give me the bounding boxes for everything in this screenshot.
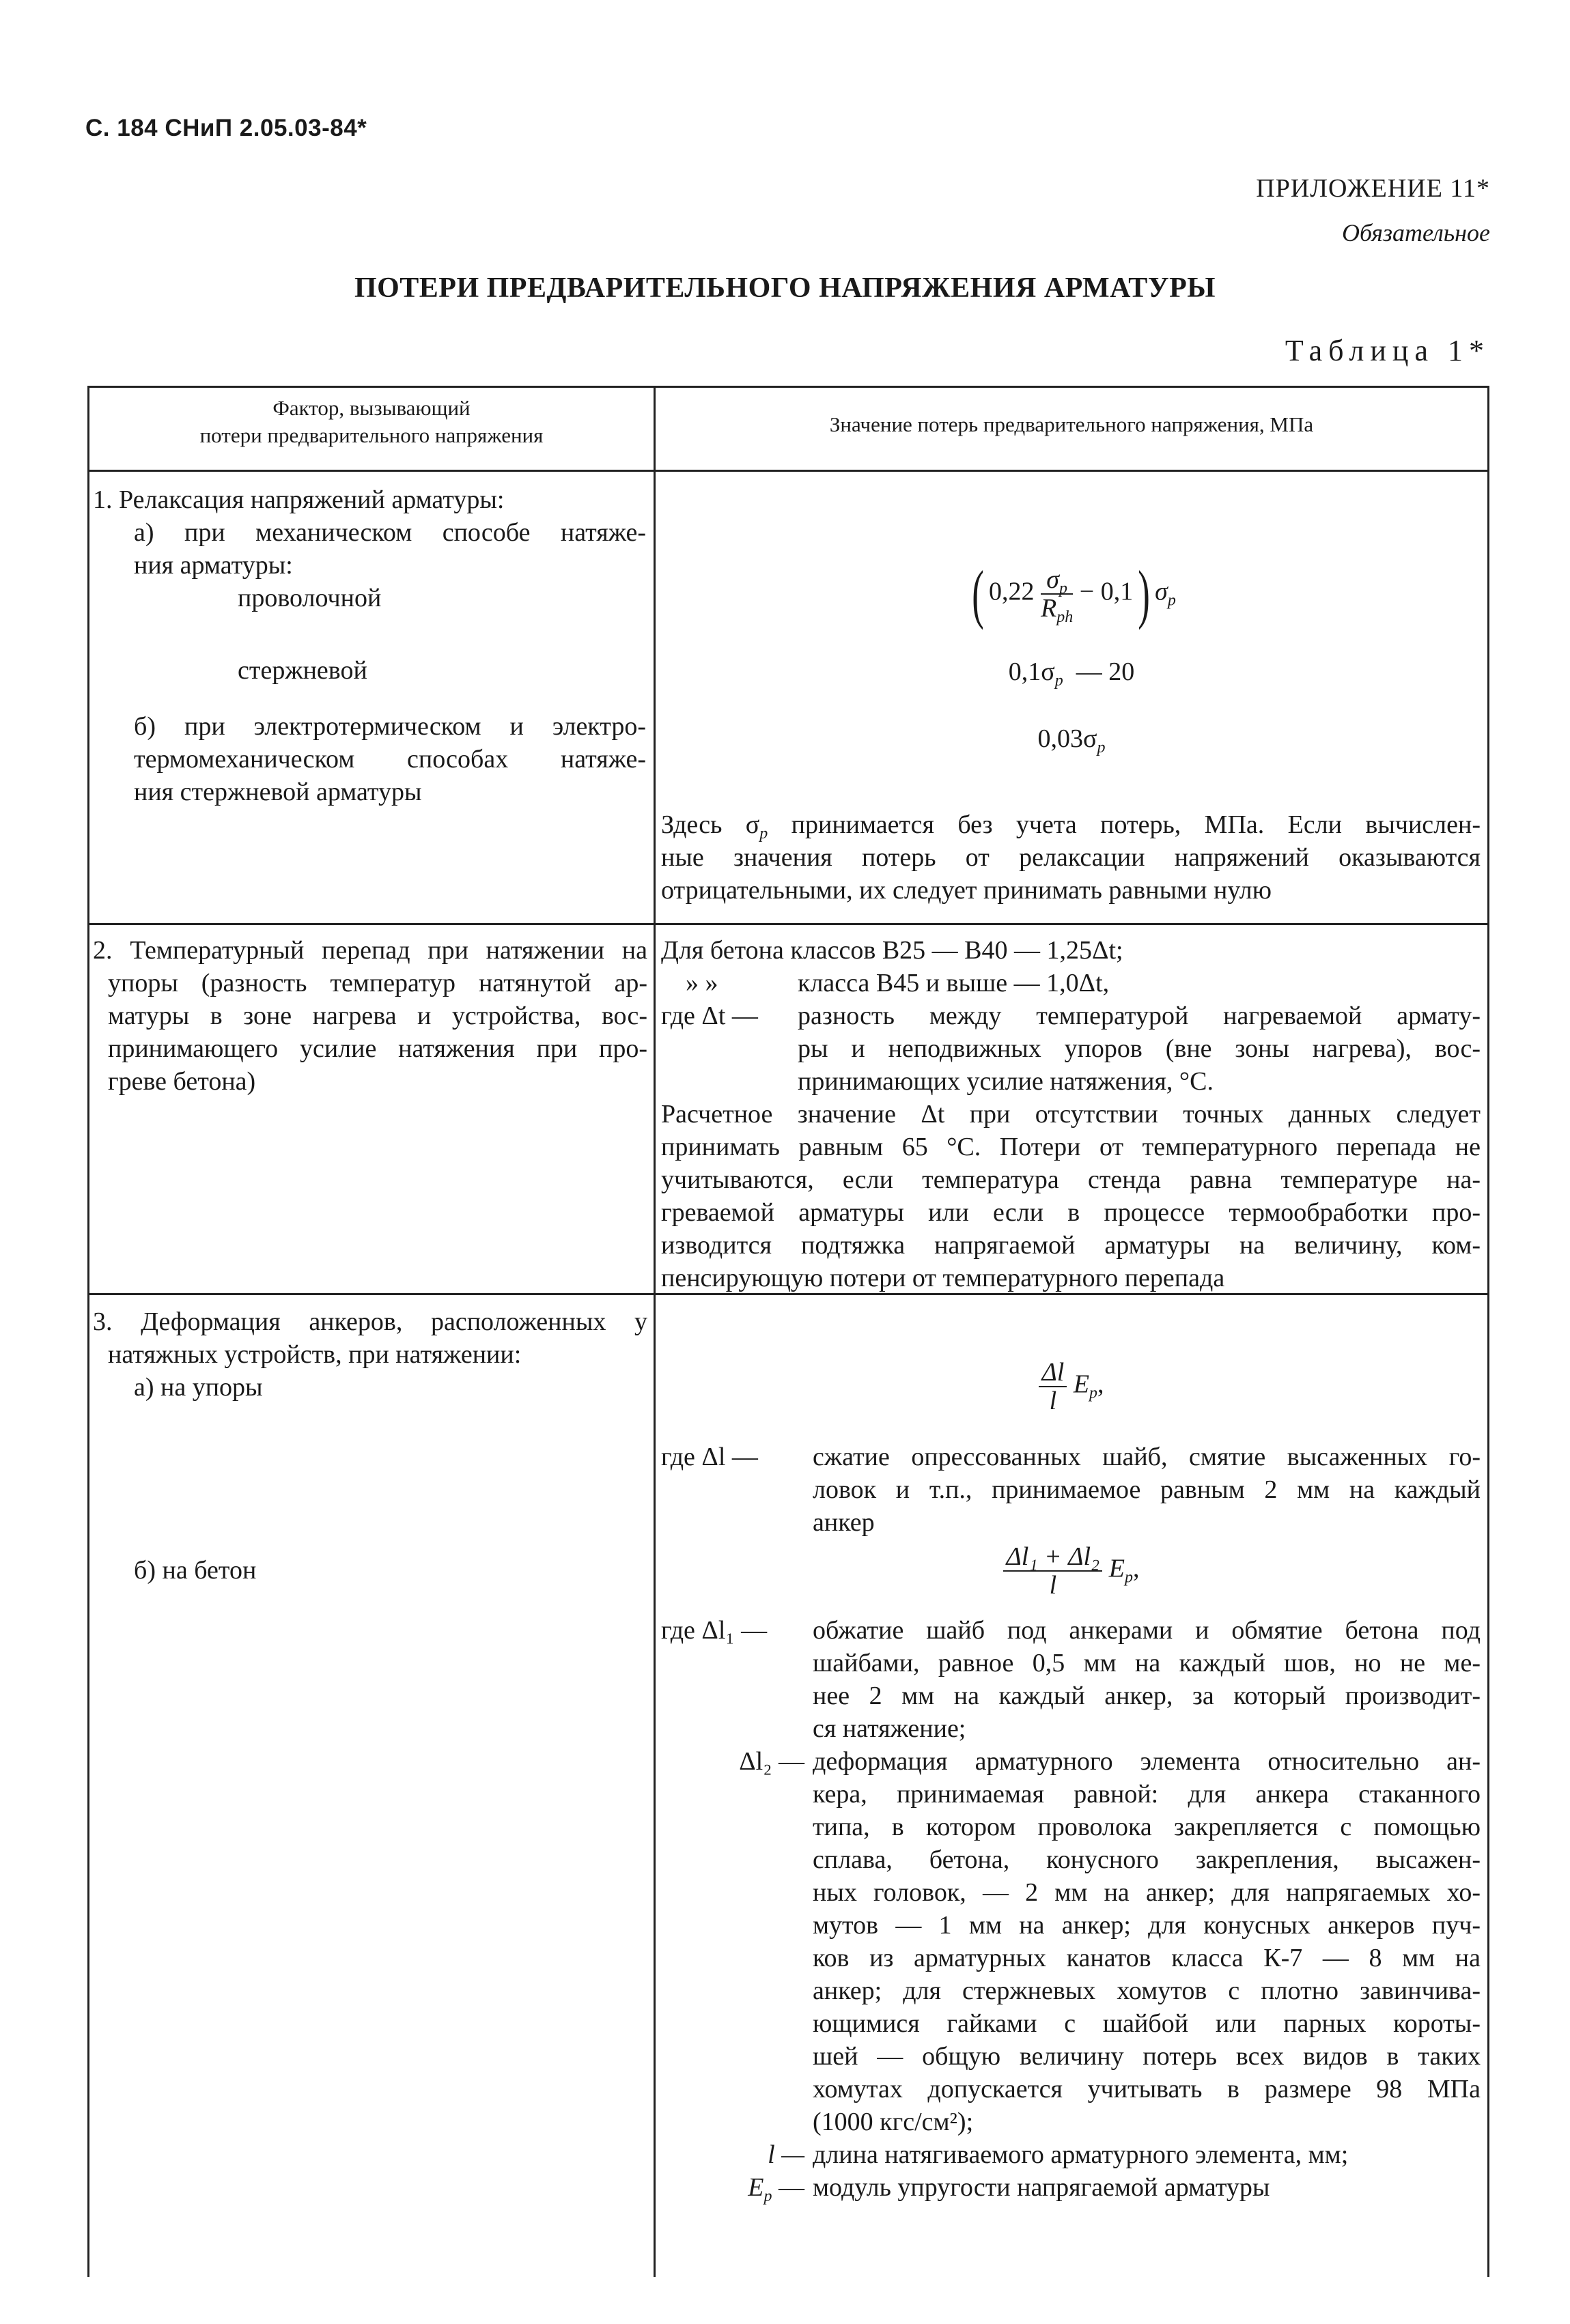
note-text: Здесь σ bbox=[661, 810, 760, 839]
formula-text: — 20 bbox=[1076, 657, 1135, 686]
table-border-top bbox=[87, 386, 1489, 388]
row3-def-line: типа, в котором проволока закрепляется с помощью bbox=[813, 1813, 1481, 1841]
column-header-factor bbox=[89, 395, 654, 449]
row3-formula-a: $\frac{\Delta l}{l}$ $E_p$, bbox=[656, 1359, 1487, 1415]
row3-def-b bbox=[661, 1614, 1481, 2204]
row3-def-a bbox=[661, 1441, 1481, 1539]
row3-def-line: нее 2 мм на каждый анкер, за который производит- bbox=[813, 1682, 1481, 1710]
column-header-factor-line: потери предварительного напряжения bbox=[199, 423, 544, 447]
fraction-numerator: Δl₁ + Δl₂ bbox=[1006, 1542, 1100, 1571]
formula-text: E bbox=[1108, 1554, 1125, 1583]
row1-factor-a: а) при механическом способе натяже- bbox=[134, 518, 646, 547]
row2-factor-line: упоры (разность температур натянутой ар- bbox=[108, 969, 647, 997]
row3-where bbox=[661, 2138, 813, 2171]
row3-factor bbox=[93, 1305, 647, 1404]
row1-formula-b: $0,03\sigma_p$ bbox=[1037, 724, 1106, 756]
formula-text: 0,1σ bbox=[1008, 657, 1055, 686]
row3-def-line: деформация арматурного элемента относительно ан- bbox=[813, 1747, 1481, 1776]
formula-coefficient: 0,22 bbox=[989, 577, 1035, 606]
table-header-divider bbox=[87, 470, 1489, 472]
row2-factor-line: принимающего усилие натяжения при про- bbox=[108, 1034, 647, 1063]
row2-def-line: разность между температурой нагреваемой армату- bbox=[798, 1002, 1481, 1030]
row2-para-line: греваемой арматуры или если в процессе термообработки про- bbox=[661, 1198, 1481, 1227]
row3-def-line: сжатие опрессованных шайб, смятие высаженных го- bbox=[813, 1443, 1481, 1471]
row3-def-line: модуль упругости напрягаемой арматуры bbox=[813, 2173, 1270, 2202]
appendix-label: ПРИЛОЖЕНИЕ 11* bbox=[1256, 174, 1490, 203]
fraction-denominator: l bbox=[1049, 1571, 1057, 1600]
note-text: ные значения потерь от релаксации напряжений оказываются bbox=[661, 843, 1481, 872]
note-text: принимается без учета потерь, МПа. Если вычислен- bbox=[768, 810, 1481, 839]
ditto-marks: » » bbox=[686, 969, 718, 997]
row1-factor-wire: проволочной bbox=[238, 584, 382, 612]
table-border-right bbox=[1487, 386, 1489, 2277]
formula-term: − 0,1 bbox=[1079, 577, 1134, 606]
row3-def-line: ющимися гайками с шайбой или парных короты- bbox=[813, 2009, 1481, 2038]
row3-def-line: шей — общую величину потерь всех видов в таких bbox=[813, 2042, 1481, 2071]
row3-def-line: шайбами, равное 0,5 мм на каждый шов, но не ме- bbox=[813, 1649, 1481, 1677]
row3-def-line: ся натяжение; bbox=[813, 1714, 966, 1743]
row3-def-line: обжатие шайб под анкерами и обмятие бетона под bbox=[813, 1616, 1481, 1645]
page-title: ПОТЕРИ ПРЕДВАРИТЕЛЬНОГО НАПРЯЖЕНИЯ АРМАТУРЫ bbox=[354, 272, 1216, 304]
row3-def-line: мутов — 1 мм на анкер; для конусных анкеров пуч- bbox=[813, 1911, 1481, 1940]
table-border-left bbox=[87, 386, 89, 2277]
row2-factor-line: матуры в зоне нагрева и устройства, вос- bbox=[108, 1002, 647, 1030]
row2-para-line: учитываются, если температура стенда равна температуре на- bbox=[661, 1165, 1481, 1194]
row3-def-line: длина натягиваемого арматурного элемента, мм; bbox=[813, 2140, 1349, 2169]
row2-value-line: Для бетона классов В25 — В40 — 1,25Δt; bbox=[661, 936, 1123, 965]
row1-note: Здесь $\sigma_p$ принимается без учета потерь, МПа. Если вычислен- ные значения потерь от релаксации напряжений оказываются отрицательными, их следует принимать равными нулю bbox=[661, 808, 1481, 907]
row2-para-line: пенсирующую потери от температурного перепада bbox=[661, 1264, 1225, 1292]
row1-factor-b: термомеханическом способах натяже- bbox=[134, 745, 646, 774]
row3-where: где Δl₁ — bbox=[661, 1616, 768, 1645]
row2-para-line: изводится подтяжка напрягаемой арматуры на величину, ком- bbox=[661, 1231, 1481, 1260]
row1-factor-rod: стержневой bbox=[238, 656, 367, 685]
note-text: отрицательными, их следует принимать равными нулю bbox=[661, 876, 1272, 905]
row1-factor bbox=[93, 483, 646, 808]
row1-factor-title: 1. Релаксация напряжений арматуры: bbox=[93, 485, 505, 514]
row3-factor-line: натяжных устройств, при натяжении: bbox=[108, 1340, 522, 1369]
row2-para-line: Расчетное значение Δt при отсутствии точных данных следует bbox=[661, 1100, 1481, 1129]
row1-formula-wire: ( 0,22 $\frac{\sigma_p}{R_{ph}}$ − 0,1) $\sigma_p$ bbox=[972, 557, 1176, 630]
formula-fraction: $\frac{\sigma_p}{R_{ph}}$ bbox=[1041, 565, 1074, 626]
row3-where: Δl₂ — bbox=[739, 1747, 804, 1776]
table-row-divider bbox=[87, 923, 1489, 925]
symbol-e: E bbox=[748, 2173, 764, 2202]
dash: — bbox=[779, 2173, 804, 2202]
row3-def-line: ков из арматурных канатов класса К-7 — 8 мм на bbox=[813, 1944, 1481, 1972]
row3-def-line: (1000 кгс/см²); bbox=[813, 2108, 974, 2136]
row3-factor-line: 3. Деформация анкеров, расположенных у bbox=[93, 1307, 647, 1336]
row1-formula-rod: $0,1\sigma_p$ — 20 bbox=[1008, 657, 1135, 690]
row1-factor-b: ния стержневой арматуры bbox=[134, 778, 422, 806]
row3-def-line: сплава, бетона, конусного закрепления, высажен- bbox=[813, 1845, 1481, 1874]
row3-def-line: ных головок, — 2 мм на анкер; для напрягаемых хо- bbox=[813, 1878, 1481, 1907]
formula-text: 0,03σ bbox=[1037, 724, 1097, 753]
formula-text: E bbox=[1073, 1370, 1090, 1399]
row2-factor bbox=[93, 934, 647, 1098]
fraction-numerator: Δl bbox=[1041, 1358, 1065, 1387]
formula-fraction bbox=[1003, 1543, 1102, 1599]
row3-where: $E_p$ — bbox=[748, 2173, 804, 2205]
mandatory-label: Обязательное bbox=[1342, 219, 1490, 246]
fraction-denominator: l bbox=[1049, 1387, 1057, 1415]
row3-def-line: ловок и т.п., принимаемое равным 2 мм на каждый bbox=[813, 1475, 1481, 1504]
row2-value-line: класса В45 и выше — 1,0Δt, bbox=[798, 969, 1110, 997]
row2-def-line: принимающих усилие натяжения, °С. bbox=[798, 1067, 1214, 1096]
row2-factor-line: 2. Температурный перепад при натяжении на bbox=[93, 936, 647, 965]
row3-def-line: хомутах допускается учитывать в размере 98 МПа bbox=[813, 2075, 1481, 2103]
row1-factor-a: ния арматуры: bbox=[134, 551, 293, 580]
page-header-code: С. 184 СНиП 2.05.03-84* bbox=[85, 115, 367, 141]
row3-def-line: анкер bbox=[813, 1508, 875, 1537]
column-header-factor-line: Фактор, вызывающий bbox=[272, 396, 471, 420]
row3-factor-a: а) на упоры bbox=[134, 1373, 263, 1402]
row2-para-line: принимать равным 65 °С. Потери от температурного перепада не bbox=[661, 1133, 1481, 1161]
column-header-value: Значение потерь предварительного напряжения, МПа bbox=[829, 412, 1314, 436]
row3-def-line: кера, принимаемая равной: для анкера стаканного bbox=[813, 1780, 1481, 1809]
symbol-l: l — bbox=[768, 2140, 804, 2169]
table-label: Таблица 1* bbox=[1285, 334, 1490, 367]
row2-factor-line: греве бетона) bbox=[108, 1067, 256, 1096]
row3-def-line: анкер; для стержневых хомутов с плотно завинчива- bbox=[813, 1976, 1481, 2005]
row3-factor-b: б) на бетон bbox=[134, 1556, 257, 1585]
row1-factor-b: б) при электротермическом и электро- bbox=[134, 712, 646, 741]
formula-fraction bbox=[1039, 1359, 1067, 1415]
row3-where: где Δl — bbox=[661, 1443, 758, 1471]
row2-where: где Δt — bbox=[661, 1002, 758, 1030]
row2-value bbox=[661, 934, 1481, 1294]
row2-def-line: ры и неподвижных упоров (вне зоны нагрева), вос- bbox=[798, 1034, 1481, 1063]
row3-formula-b: $\frac{\text{Δl₁ + Δl₂}}{l}$ $E_p$, bbox=[656, 1543, 1487, 1599]
